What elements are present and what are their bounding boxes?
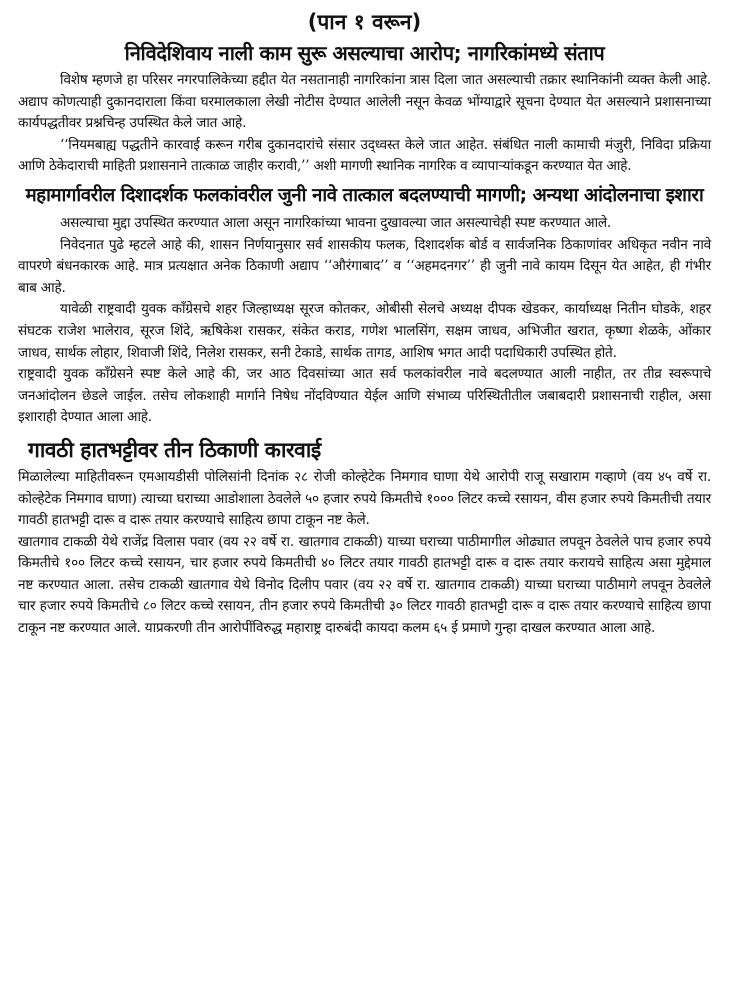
article-liquor-raids [18, 435, 711, 640]
article-paragraph: खातगाव टाकळी येथे राजेंद्र विलास पवार (वय २२ वर्षे रा. खातगाव टाकळी) याच्या घराच्या पाठीमागील ओढ्यात लपवून ठेवलेले पाच हजार रुपये किमतीचे १०० लिटर कच्चे रसायन, चार हजार रुपये किमतीची ४० लिटर तयार गावठी हातभट्टी दारू व दारू तयार करायचे साहित्य असा मुद्देमाल नष्ट करण्यात आला. तसेच टाकळी खातगाव येथे विनोद दिलीप पवार (वय २२ वर्षे रा. खातगाव टाकळी) याच्या घराच्या पाठीमागे लपवून ठेवलेले चार हजार रुपये किमतीचे ८० लिटर कच्चे रसायन, तीन हजार रुपये किमतीची ३० लिटर गावठी हातभट्टी दारू व दारू तयार करण्याचे साहित्य छापा टाकून नष्ट करण्यात आले. याप्रकरणी तीन आरोपींविरुद्ध महाराष्ट्र दारुबंदी कायदा कलम ६५ ई प्रमाणे गुन्हा दाखल करण्यात आला आहे. [18, 533, 711, 637]
article-signboard-names [18, 182, 711, 429]
article-drain-work [18, 40, 711, 178]
article-paragraph: यावेळी राष्ट्रवादी युवक काँग्रेसचे शहर जिल्हाध्यक्ष सूरज कोतकर, ओबीसी सेलचे अध्यक्ष दीपक खेडकर, कार्याध्यक्ष नितीन घोडके, शहर संघटक राजेश भालेराव, सूरज शिंदे, ऋषिकेश रासकर, संकेत कराड, गणेश भालसिंग, सक्षम जाधव, अभिजीत खरात, कृष्णा शेळके, ओंकार जाधव, सार्थक लोहार, शिवाजी शिंदे, निलेश रासकर, सनी टेकाडे, सार्थक तागड, आशिष भगत आदी पदाधिकारी उपस्थित होते. [18, 301, 711, 361]
article-paragraph: विशेष म्हणजे हा परिसर नगरपालिकेच्या हद्दीत येत नसतानाही नागरिकांना त्रास दिला जात असल्याची तक्रार स्थानिकांनी व्यक्त केली आहे. अद्याप कोणत्याही दुकानदाराला किंवा घरमालकाला लेखी नोटीस देण्यात आलेली नसून केवळ भोंग्याद्वारे सूचना देण्यात येत असल्याने प्रशासनाच्या कार्यपद्धतीवर प्रश्नचिन्ह उपस्थित केले जात आहे. [18, 72, 711, 132]
article-headline: गावठी हातभट्टीवर तीन ठिकाणी कारवाई [28, 437, 321, 462]
article-paragraph: असल्याचा मुद्दा उपस्थित करण्यात आला असून नागरिकांच्या भावना दुखावल्या जात असल्याचेही स्पष्ट करण्यात आले. [60, 214, 612, 231]
article-headline: निविदेशिवाय नाली काम सुरू असल्याचा आरोप; नागरिकांमध्ये संताप [124, 41, 605, 65]
continued-from-page-label: (पान १ वरून) [307, 10, 422, 34]
article-paragraph: मिळालेल्या माहितीवरून एमआयडीसी पोलिसांनी दिनांक २८ रोजी कोल्हेटेक निमगाव घाणा येथे आरोपी राजू सखाराम गव्हाणे (वय ४५ वर्षे रा. कोल्हेटेक निमगाव घाणा) त्याच्या घराच्या आडोशाला ठेवलेले ५० हजार रुपये किमतीचे १००० लिटर कच्चे रसायन, वीस हजार रुपये किमतीची तयार गावठी हातभट्टी दारू व दारू तयार करण्याचे साहित्य छापा टाकून नष्ट केले. [18, 468, 711, 529]
article-headline: महामार्गावरील दिशादर्शक फलकांवरील जुनी नावे तात्काल बदलण्याची मागणी; अन्यथा आंदोलनाचा इशारा [25, 184, 704, 206]
article-paragraph: ‘‘नियमबाह्य पद्धतीने कारवाई करून गरीब दुकानदारांचे संसार उद्ध्वस्त केले जात आहेत. संबंधित नाली कामाची मंजुरी, निविदा प्रक्रिया आणि ठेकेदाराची माहिती प्रशासनाने तात्काळ जाहीर करावी,’’ अशी मागणी स्थानिक नागरिक व व्यापाऱ्यांकडून करण्यात येत आहे. [18, 136, 711, 175]
article-paragraph: निवेदनात पुढे म्हटले आहे की, शासन निर्णयानुसार सर्व शासकीय फलक, दिशादर्शक बोर्ड व सार्वजनिक ठिकाणांवर अधिकृत नवीन नावे वापरणे बंधनकारक आहे. मात्र प्रत्यक्षात अनेक ठिकाणी अद्याप ‘‘औरंगाबाद’’ व ‘‘अहमदनगर’’ ही जुनी नावे कायम दिसून येत आहेत, ही गंभीर बाब आहे. [18, 236, 711, 296]
article-paragraph: राष्ट्रवादी युवक काँग्रेसने स्पष्ट केले आहे की, जर आठ दिवसांच्या आत सर्व फलकांवरील नावे बदलण्यात आली नाहीत, तर तीव्र स्वरूपाचे जनआंदोलन छेडले जाईल. तसेच लोकशाही मार्गाने निषेध नोंदविण्यात येईल आणि संभाव्य परिस्थितीतील जबाबदारी प्रशासनाची राहील, असा इशाराही देण्यात आला आहे. [18, 366, 711, 426]
